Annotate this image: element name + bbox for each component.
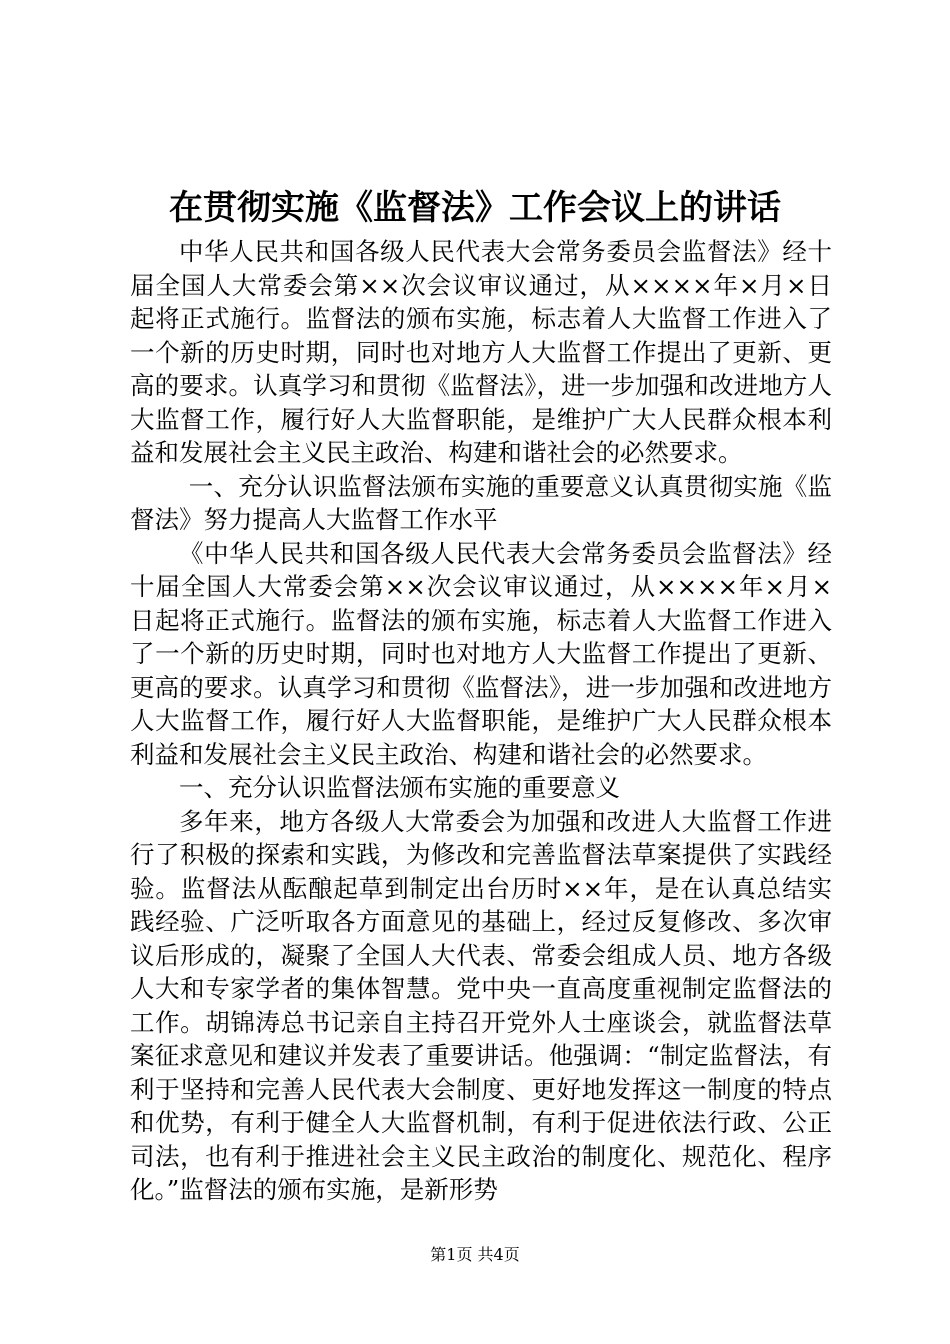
page-number-label: 第1页 共4页 [430, 1245, 520, 1264]
section-heading: 一、充分认识监督法颁布实施的重要意义认真贯彻实施《监督法》努力提高人大监督工作水平 [130, 471, 832, 534]
paragraph: 中华人民共和国各级人民代表大会常务委员会监督法》经十届全国人大常委会第××次会议审议通过，从××××年×月×日起将正式施行。监督法的颁布实施，标志着人大监督工作进入了一个新的历史时期，同时也对地方人大监督工作提出了更新、更高的要求。认真学习和贯彻《监督法》，进一步加强和改进地方人大监督工作，履行好人大监督职能，是维护广大人民群众根本利益和发展社会主义民主政治、构建和谐社会的必然要求。 [130, 237, 832, 467]
page-title: 在贯彻实施《监督法》工作会议上的讲话 [169, 188, 781, 228]
document-body [130, 235, 832, 1207]
section-heading: 一、充分认识监督法颁布实施的重要意义 [179, 773, 620, 802]
page-footer [0, 1245, 950, 1265]
paragraph: 《中华人民共和国各级人民代表大会常务委员会监督法》经十届全国人大常委会第××次会议审议通过，从××××年×月×日起将正式施行。监督法的颁布实施，标志着人大监督工作进入了一个新的历史时期，同时也对地方人大监督工作提出了更新、更高的要求。认真学习和贯彻《监督法》，进一步加强和改进地方人大监督工作，履行好人大监督职能，是维护广大人民群众根本利益和发展社会主义民主政治、构建和谐社会的必然要求。 [130, 538, 832, 769]
paragraph: 多年来，地方各级人大常委会为加强和改进人大监督工作进行了积极的探索和实践，为修改和完善监督法草案提供了实践经验。监督法从酝酿起草到制定出台历时××年，是在认真总结实践经验、广泛听取各方面意见的基础上，经过反复修改、多次审议后形成的，凝聚了全国人大代表、常委会组成人员、地方各级人大和专家学者的集体智慧。党中央一直高度重视制定监督法的工作。胡锦涛总书记亲自主持召开党外人士座谈会，就监督法草案征求意见和建议并发表了重要讲话。他强调：“制定监督法，有利于坚持和完善人民代表大会制度、更好地发挥这一制度的特点和优势，有利于健全人大监督机制，有利于促进依法行政、公正司法，也有利于推进社会主义民主政治的制度化、规范化、程序化。”监督法的颁布实施，是新形势 [130, 806, 832, 1204]
